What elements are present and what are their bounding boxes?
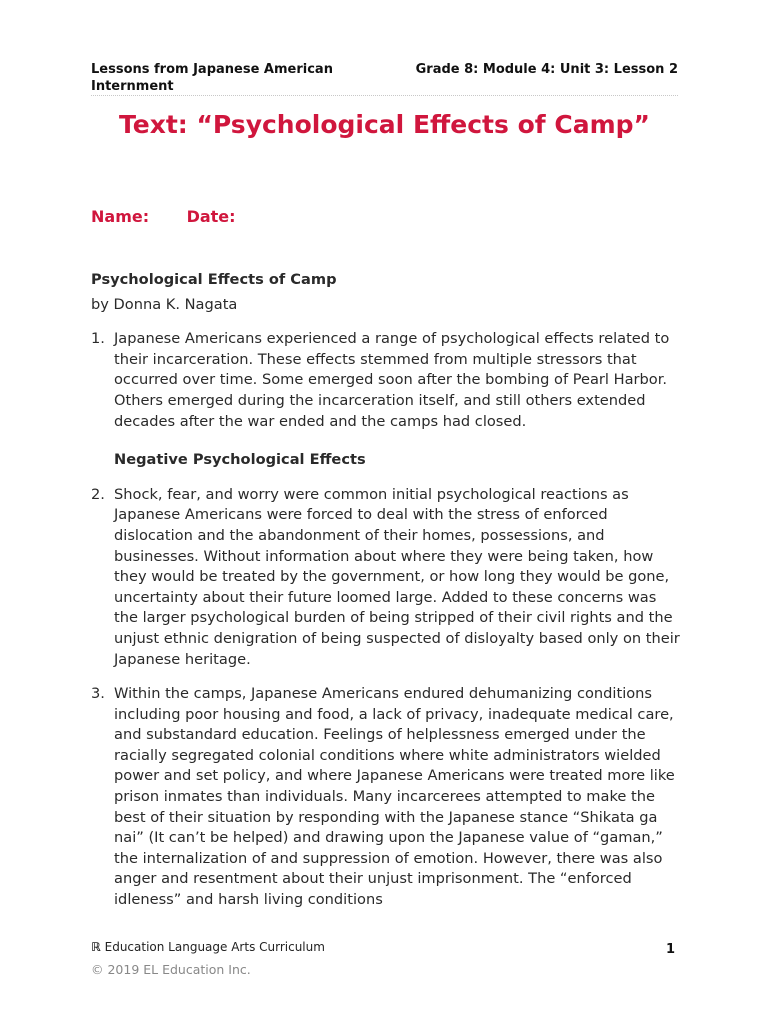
paragraph-number: 2. bbox=[91, 485, 105, 503]
article-title: Psychological Effects of Camp bbox=[91, 271, 337, 288]
paragraph-number: 1. bbox=[91, 330, 105, 348]
paragraph-text: Within the camps, Japanese Americans endured dehumanizing conditions including poor housing and food, a lack of privacy, inadequate medical care, and substandard education. Feelings of helplessness emerged under the racially segregated colonial conditions where white administrators wielded power and set policy, and where Japanese Americans were treated more like prison inmates than individuals. Many incarcerees attempted to make the best of their situation by responding with the Japanese stance “Shikata ga nai” (It can’t be helped) and drawing upon the Japanese value of “gaman,” the internalization of and suppression of emotion. However, there was also anger and resentment about their unjust imprisonment. The “enforced idleness” and harsh living conditions bbox=[114, 685, 675, 909]
el-logo-icon: ℝ bbox=[91, 940, 101, 954]
article-body bbox=[91, 270, 681, 911]
footer-logo bbox=[91, 940, 325, 954]
page-title: Text: “Psychological Effects of Camp” bbox=[119, 110, 650, 139]
name-label: Name: bbox=[91, 207, 150, 226]
paragraph-1 bbox=[91, 329, 681, 432]
paragraph-3 bbox=[91, 684, 681, 911]
paragraph-text: Japanese Americans experienced a range of psychological effects related to their incarceration. These effects stemmed from multiple stressors that occurred over time. Some emerged soon after the bombing of Pearl Harbor. Others emerged during the incarceration itself, and still others extended decades after the war ended and the camps had closed. bbox=[114, 330, 670, 430]
paragraph-number: 3. bbox=[91, 685, 105, 703]
name-date-row bbox=[91, 207, 236, 226]
header-module-title: Lessons from Japanese American Internment bbox=[91, 62, 333, 94]
footer-logo-text: Education Language Arts Curriculum bbox=[104, 940, 325, 954]
date-label: Date: bbox=[186, 207, 236, 226]
copyright-notice: © 2019 EL Education Inc. bbox=[91, 962, 251, 977]
page-number: 1 bbox=[666, 942, 676, 957]
header-lesson-id: Grade 8: Module 4: Unit 3: Lesson 2 bbox=[415, 62, 678, 77]
header-divider bbox=[91, 95, 678, 96]
paragraph-2 bbox=[91, 485, 681, 670]
article-byline: by Donna K. Nagata bbox=[91, 295, 238, 313]
paragraph-text: Shock, fear, and worry were common initial psychological reactions as Japanese Americans were forced to deal with the stress of enforced dislocation and the abandonment of their homes, possessions, and businesses. Without information about where they were being taken, how they would be treated by the government, or how long they would be gone, uncertainty about their future loomed large. Added to these concerns was the larger psychological burden of being stripped of their civil rights and the unjust ethnic denigration of being suspected of disloyalty based only on their Japanese heritage. bbox=[114, 485, 680, 668]
section-heading: Negative Psychological Effects bbox=[114, 451, 366, 469]
